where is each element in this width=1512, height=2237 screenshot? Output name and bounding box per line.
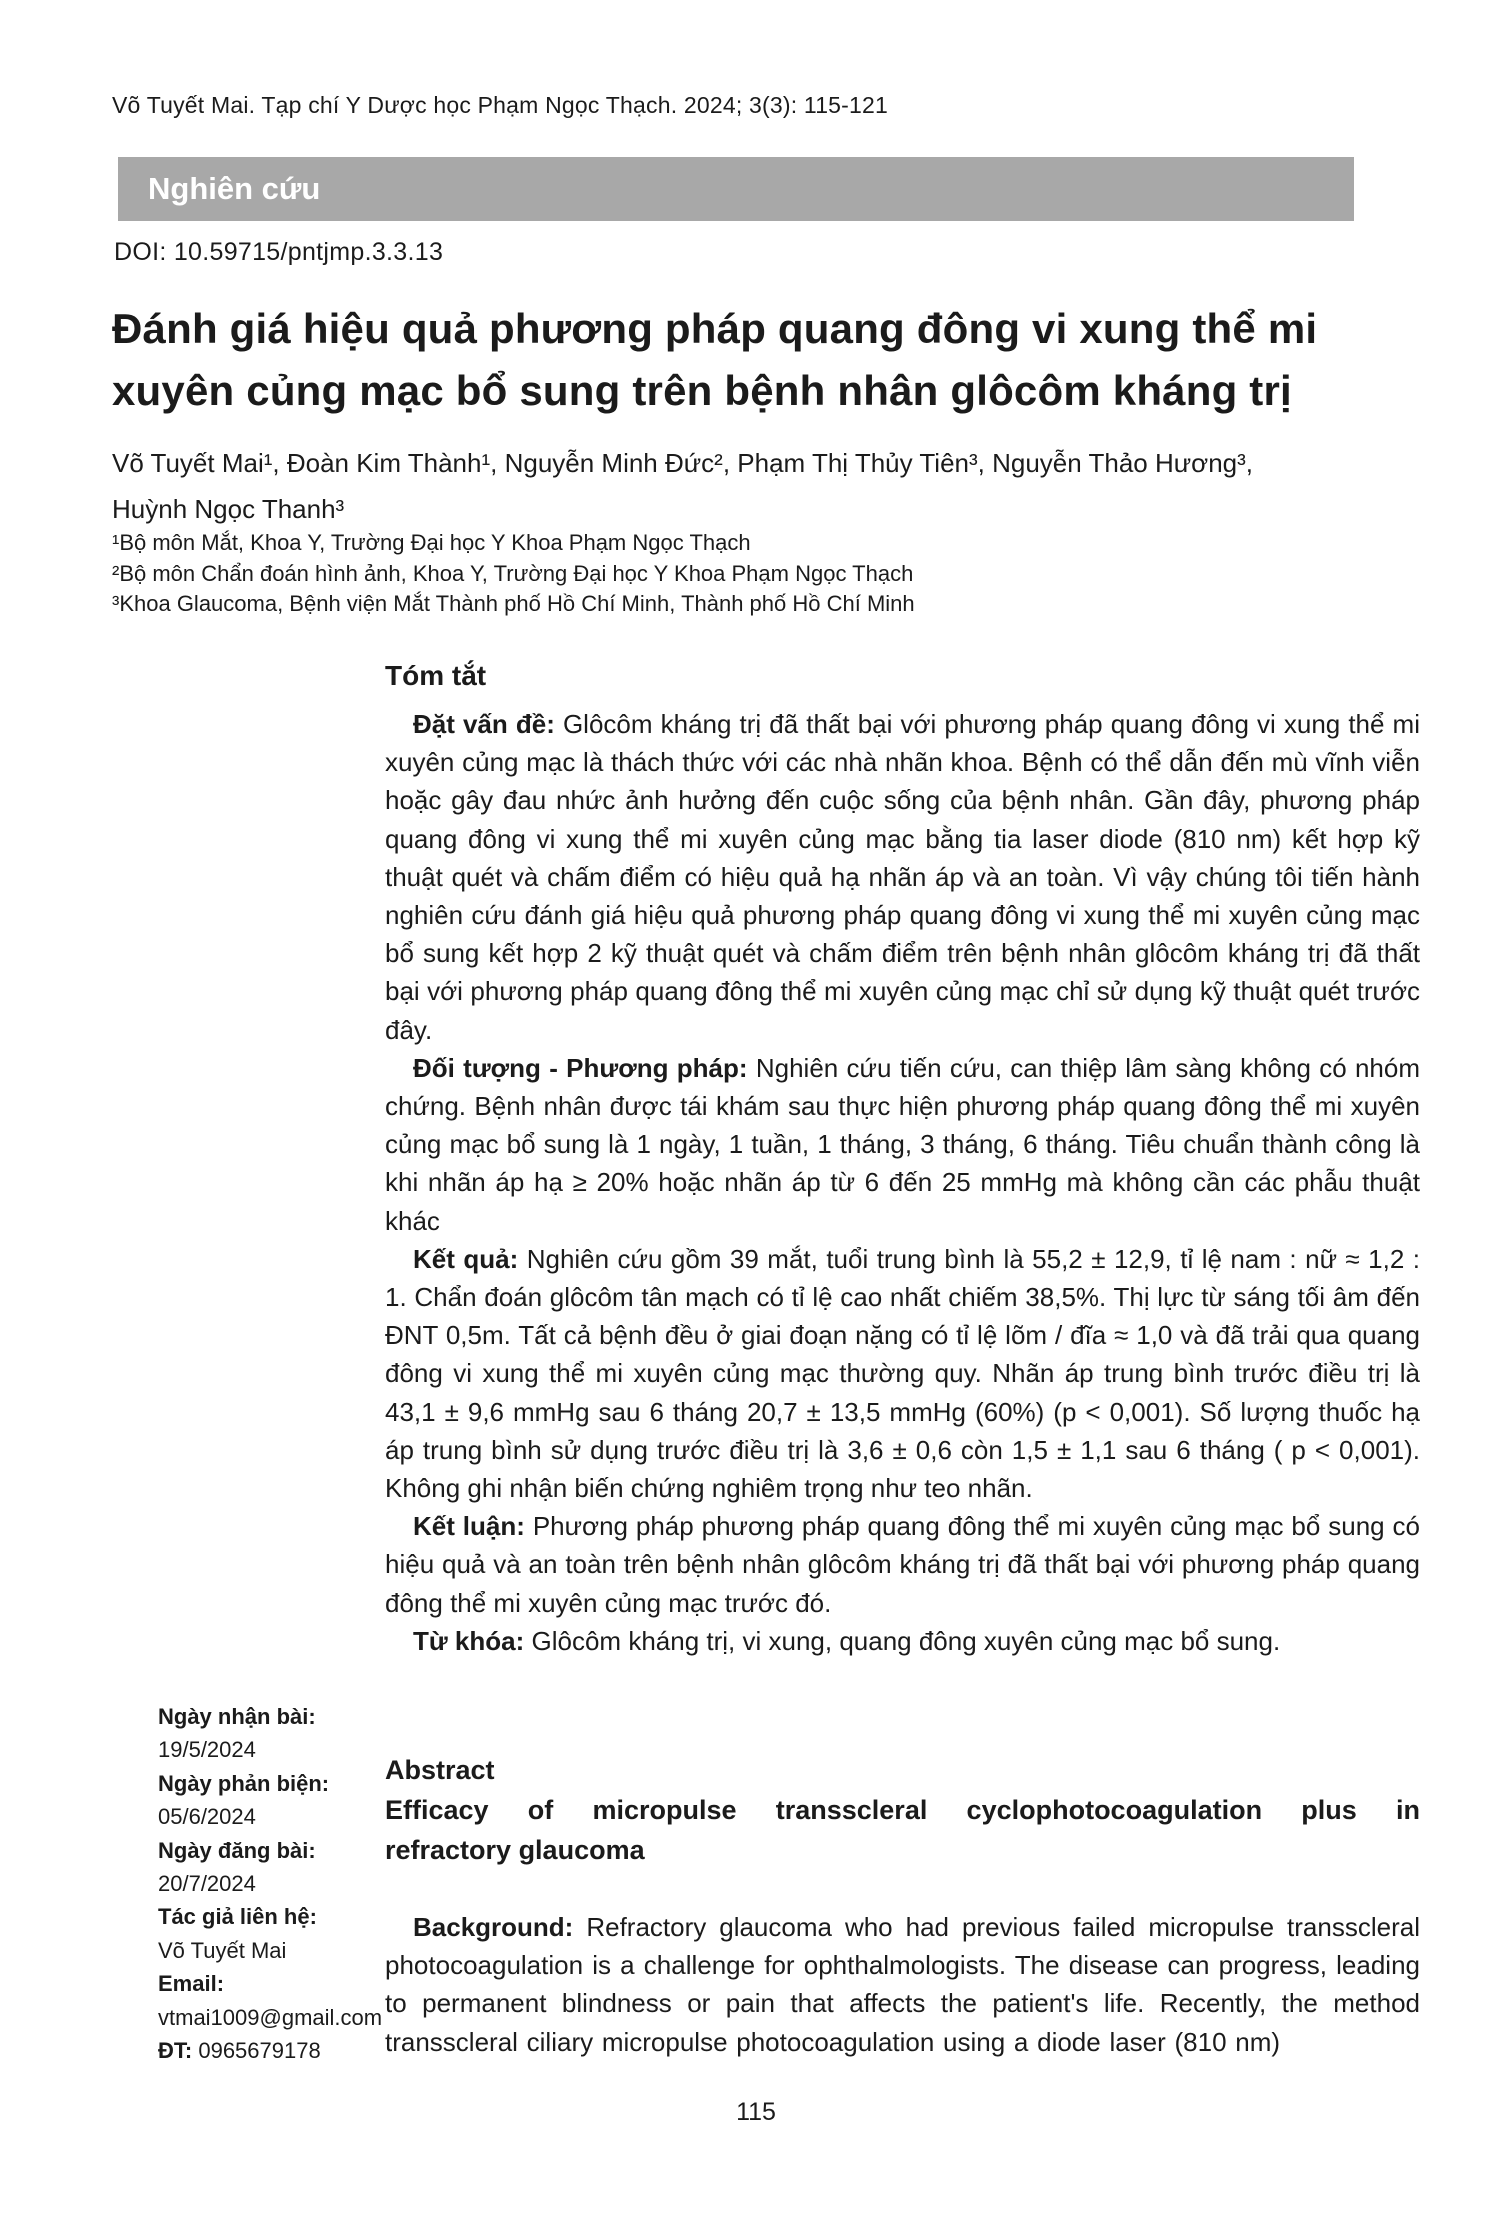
author-line-1: Võ Tuyết Mai¹, Đoàn Kim Thành¹, Nguyễn Minh Đức², Phạm Thị Thủy Tiên³, Nguyễn Thảo Hương³, [112,448,1253,478]
email-label: Email: [158,1971,225,1997]
paragraph-keywords-vi [385,1622,1420,1660]
page-number: 115 [736,2098,776,2126]
paragraph-background-vi-text: Glôcôm kháng trị đã thất bại với phương pháp quang đông vi xung thể mi xuyên củng mạc là thách thức với các nhà nhãn khoa. Bệnh có thể dẫn đến mù vĩnh viễn hoặc gây đau nhức ảnh hưởng đến cuộc sống của bệnh nhân. Gần đây, phương pháp quang đông vi xung thể mi xuyên củng mạc bằng tia laser diode (810 nm) kết hợp kỹ thuật quét và chấm điểm có hiệu quả hạ nhãn áp và an toàn. Vì vậy chúng tôi tiến hành nghiên cứu đánh giá hiệu quả phương pháp quang đông vi xung thể mi xuyên củng mạc bổ sung kết hợp 2 kỹ thuật quét và chấm điểm trên bệnh nhân glôcôm kháng trị đã thất bại với phương pháp quang đông thể mi xuyên củng mạc chỉ sử dụng kỹ thuật quét trước đây. [385,709,1420,1045]
section-banner [118,157,1354,221]
abstract-vi-section [385,660,1420,1660]
affiliation-list [112,528,1432,620]
received-date-value: 19/5/2024 [158,1737,256,1763]
abstract-en-heading: Abstract [385,1755,495,1785]
author-list [112,440,1432,532]
article-title-line-2: xuyên củng mạc bổ sung trên bệnh nhân glôcôm kháng trị [112,367,1292,414]
publish-date-label: Ngày đăng bài: [158,1837,316,1863]
corresponding-author-value: Võ Tuyết Mai [158,1937,287,1963]
review-date-value: 05/6/2024 [158,1804,256,1830]
paragraph-conclusion-vi-text: Phương pháp phương pháp quang đông thể mi xuyên củng mạc bổ sung có hiệu quả và an toàn trên bệnh nhân glôcôm kháng trị đã thất bại với phương pháp quang đông thể mi xuyên củng mạc trước đó. [385,1511,1420,1618]
paragraph-background-vi [385,705,1420,1049]
abstract-vi-heading: Tóm tắt [385,660,487,691]
paragraph-conclusion-vi-label: Kết luận: [413,1511,525,1542]
abstract-en-subtitle-line-1: Efficacy of micropulse transscleral cyclophotocoagulation plus in [385,1795,1420,1825]
abstract-en-subtitle-line-2: refractory glaucoma [385,1835,645,1865]
doi-line: DOI: 10.59715/pntjmp.3.3.13 [114,238,444,266]
received-date-label: Ngày nhận bài: [158,1704,316,1729]
phone-label: ĐT: [158,2038,193,2064]
affiliation-2: ²Bộ môn Chẩn đoán hình ảnh, Khoa Y, Trường Đại học Y Khoa Phạm Ngọc Thạch [112,560,914,586]
affiliation-1: ¹Bộ môn Mắt, Khoa Y, Trường Đại học Y Khoa Phạm Ngọc Thạch [112,530,751,555]
paragraph-conclusion-vi [385,1507,1420,1622]
review-date-label: Ngày phản biện: [158,1770,330,1796]
paragraph-keywords-vi-text: Glôcôm kháng trị, vi xung, quang đông xuyên củng mạc bổ sung. [531,1625,1281,1656]
publish-date-value: 20/7/2024 [158,1871,256,1897]
affiliation-3: ³Khoa Glaucoma, Bệnh viện Mắt Thành phố Hồ Chí Minh, Thành phố Hồ Chí Minh [112,591,915,616]
paragraph-results-vi-label: Kết quả: [413,1243,519,1274]
article-title [112,298,1422,422]
email-value: vtmai1009@gmail.com [158,2004,383,2030]
author-line-2: Huỳnh Ngọc Thanh³ [112,494,345,524]
paragraph-results-vi-text: Nghiên cứu gồm 39 mắt, tuổi trung bình là 55,2 ± 12,9, tỉ lệ nam : nữ ≈ 1,2 : 1. Chẩn đoán glôcôm tân mạch có tỉ lệ cao nhất chiếm 38,5%. Thị lực từ sáng tối âm đến ĐNT 0,5m. Tất cả bệnh đều ở giai đoạn nặng có tỉ lệ lõm / đĩa ≈ 1,0 và đã trải qua quang đông vi xung thể mi xuyên củng mạc thường quy. Nhãn áp trung bình trước điều trị là 43,1 ± 9,6 mmHg sau 6 tháng 20,7 ± 13,5 mmHg (60%) (p < 0,001). Số lượng thuốc hạ áp trung bình sử dụng trước điều trị là 3,6 ± 0,6 còn 1,5 ± 1,1 sau 6 tháng ( p < 0,001). Không ghi nhận biến chứng nghiêm trọng như teo nhãn. [385,1243,1420,1504]
paragraph-background-vi-label: Đặt vấn đề: [413,709,555,739]
paragraph-background-en-text: Refractory glaucoma who had previous failed micropulse transscleral photocoagulation is a challenge for ophthalmologists. The disease can progress, leading to permanent blindness or pain that affects the patient's life. Recently, the method transscleral ciliary micropulse photocoagulation using a diode laser (810 nm) [385,1912,1420,2057]
paragraph-background-en-label: Background: [413,1912,574,1942]
journal-citation: Võ Tuyết Mai. Tạp chí Y Dược học Phạm Ngọc Thạch. 2024; 3(3): 115-121 [112,92,889,118]
paragraph-methods-vi-label: Đối tượng - Phương pháp: [413,1052,748,1083]
article-meta-sidebar [158,1700,388,2067]
paragraph-methods-vi-text: Nghiên cứu tiến cứu, can thiệp lâm sàng không có nhóm chứng. Bệnh nhân được tái khám sau thực hiện phương pháp quang đông thể mi xuyên củng mạc bổ sung là 1 ngày, 1 tuần, 1 tháng, 3 tháng, 6 tháng. Tiêu chuẩn thành công là khi nhãn áp hạ ≥ 20% hoặc nhãn áp từ 6 đến 25 mmHg mà không cần các phẫu thuật khác [385,1052,1420,1236]
abstract-en-subtitle [385,1790,1420,1870]
article-title-line-1: Đánh giá hiệu quả phương pháp quang đông vi xung thể mi [112,305,1318,352]
paragraph-background-en [385,1908,1420,2061]
phone-value: 0965679178 [198,2038,321,2064]
paragraph-results-vi [385,1240,1420,1507]
paragraph-methods-vi [385,1049,1420,1240]
section-banner-label: Nghiên cứu [148,171,321,206]
corresponding-author-label: Tác giả liên hệ: [158,1904,317,1930]
phone-line [158,2034,388,2067]
paragraph-keywords-vi-label: Từ khóa: [413,1625,525,1656]
abstract-en-section [385,1750,1420,2061]
